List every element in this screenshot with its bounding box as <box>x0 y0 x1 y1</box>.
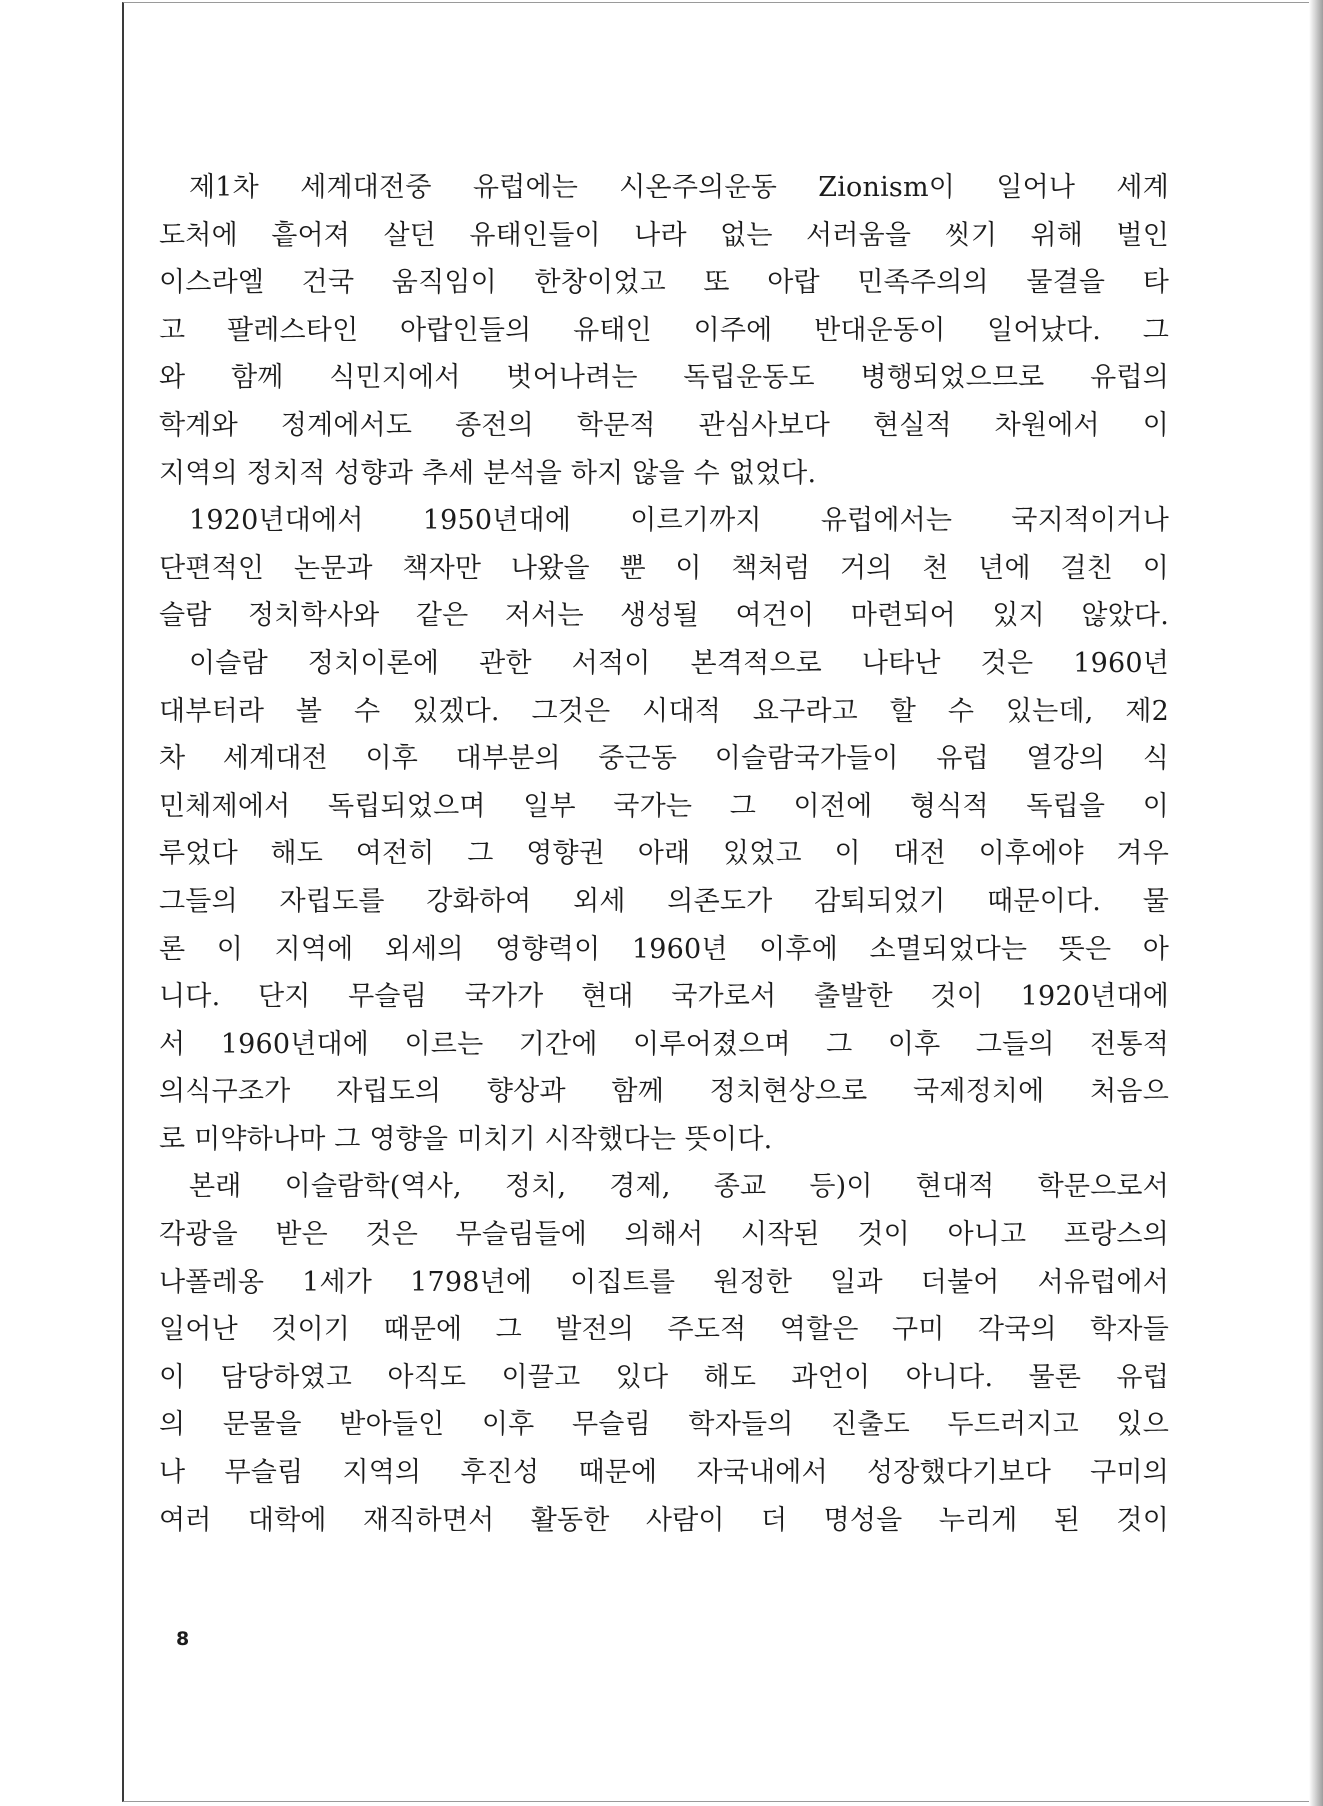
text-line: 민체제에서 독립되었으며 일부 국가는 그 이전에 형식적 독립을 이 <box>159 790 1169 822</box>
left-gutter <box>0 0 122 1806</box>
page-number: 8 <box>176 1628 190 1650</box>
text-line: 나폴레옹 1세가 1798년에 이집트를 원정한 일과 더불어 서유럽에서 <box>159 1266 1169 1298</box>
text-line: 루었다 해도 여전히 그 영향권 아래 있었고 이 대전 이후에야 겨우 <box>159 838 1169 870</box>
text-line: 와 함께 식민지에서 벗어나려는 독립운동도 병행되었으므로 유럽의 <box>159 362 1169 394</box>
text-line: 단편적인 논문과 책자만 나왔을 뿐 이 책처럼 거의 천 년에 걸친 이 <box>159 552 1169 584</box>
body-text <box>159 164 1169 1544</box>
text-line: 이슬람 정치이론에 관한 서적이 본격적으로 나타난 것은 1960년 <box>189 647 1169 679</box>
text-line: 이 담당하였고 아직도 이끌고 있다 해도 과언이 아니다. 물론 유럽 <box>159 1361 1169 1393</box>
text-line: 차 세계대전 이후 대부분의 중근동 이슬람국가들이 유럽 열강의 식 <box>159 743 1169 775</box>
text-line: 슬람 정치학사와 같은 저서는 생성될 여건이 마련되어 있지 않았다. <box>159 600 1169 632</box>
text-line: 이스라엘 건국 움직임이 한창이었고 또 아랍 민족주의의 물결을 타 <box>159 267 1169 299</box>
text-line: 대부터라 볼 수 있겠다. 그것은 시대적 요구라고 할 수 있는데, 제2 <box>159 695 1169 727</box>
text-line: 제1차 세계대전중 유럽에는 시온주의운동 Zionism이 일어나 세계 <box>189 172 1169 203</box>
text-line: 지역의 정치적 성향과 추세 분석을 하지 않을 수 없었다. <box>159 457 817 489</box>
text-line: 도처에 흩어져 살던 유태인들이 나라 없는 서러움을 씻기 위해 벌인 <box>159 219 1169 251</box>
text-line: 니다. 단지 무슬림 국가가 현대 국가로서 출발한 것이 1920년대에 <box>159 981 1169 1013</box>
text-line: 고 팔레스타인 아랍인들의 유태인 이주에 반대운동이 일어났다. 그 <box>159 314 1169 346</box>
page-edge-shadow <box>1309 0 1323 1806</box>
text-line: 나 무슬림 지역의 후진성 때문에 자국내에서 성장했다기보다 구미의 <box>159 1457 1169 1489</box>
text-line: 그들의 자립도를 강화하여 외세 의존도가 감퇴되었기 때문이다. 물 <box>159 885 1169 917</box>
text-line: 로 미약하나마 그 영향을 미치기 시작했다는 뜻이다. <box>159 1123 773 1155</box>
text-line: 학계와 정계에서도 종전의 학문적 관심사보다 현실적 차원에서 이 <box>159 409 1169 441</box>
text-line: 1920년대에서 1950년대에 이르기까지 유럽에서는 국지적이거나 <box>189 505 1169 537</box>
text-line: 서 1960년대에 이르는 기간에 이루어졌으며 그 이후 그들의 전통적 <box>159 1028 1169 1060</box>
text-line: 본래 이슬람학(역사, 정치, 경제, 종교 등)이 현대적 학문으로서 <box>189 1171 1169 1203</box>
text-line: 여러 대학에 재직하면서 활동한 사람이 더 명성을 누리게 된 것이 <box>159 1504 1169 1536</box>
text-line: 의 문물을 받아들인 이후 무슬림 학자들의 진출도 두드러지고 있으 <box>159 1409 1169 1441</box>
text-line: 론 이 지역에 외세의 영향력이 1960년 이후에 소멸되었다는 뜻은 아 <box>159 933 1169 965</box>
text-line: 각광을 받은 것은 무슬림들에 의해서 시작된 것이 아니고 프랑스의 <box>159 1219 1169 1251</box>
text-line: 일어난 것이기 때문에 그 발전의 주도적 역할은 구미 각국의 학자들 <box>159 1314 1169 1346</box>
text-line: 의식구조가 자립도의 향상과 함께 정치현상으로 국제정치에 처음으 <box>159 1076 1169 1108</box>
